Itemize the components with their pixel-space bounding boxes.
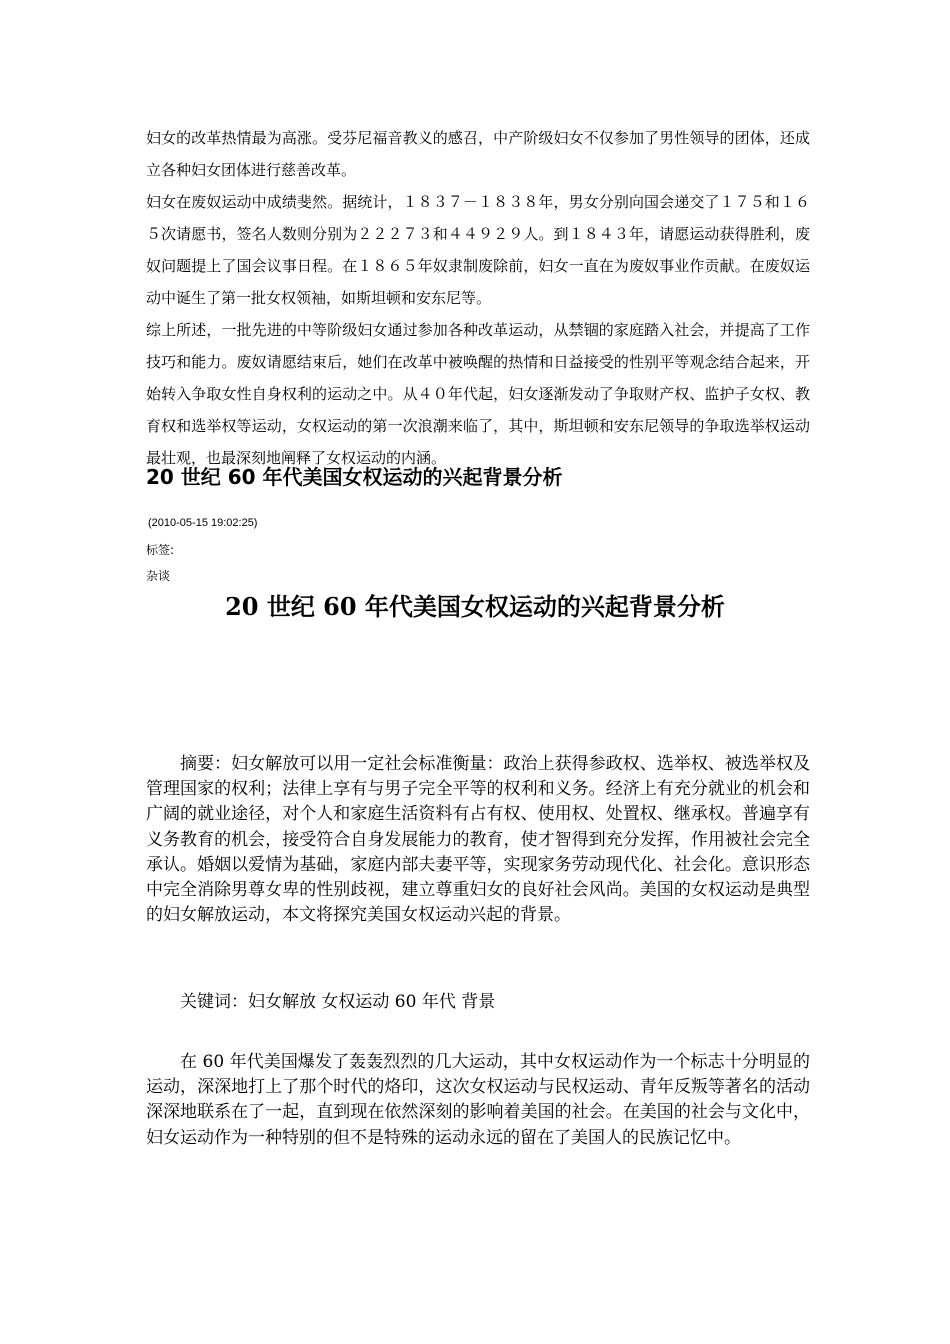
post-date: (2010-05-15 19:02:25) — [148, 517, 258, 529]
paragraph-summary: 综上所述，一批先进的中等阶级妇女通过参加各种改革运动，从禁锢的家庭踏入社会，并提高了工作技巧和能力。废奴请愿结束后，她们在改革中被唤醒的热情和日益接受的性别平等观念结合起来，开始转入争取女性自身权利的运动之中。从４０年代起，妇女逐渐发动了争取财产权、监护子女权、教育权和选举权等运动，女权运动的第一次浪潮来临了，其中，斯坦顿和安东尼领导的争取选举权运动最壮观，也最深刻地阐释了女权运动的内涵。 — [146, 321, 810, 467]
tag-label: 标签: — [146, 543, 175, 557]
document-title: 20 世纪 60 年代美国女权运动的兴起背景分析 — [225, 592, 725, 621]
keywords-line: 关键词：妇女解放 女权运动 60 年代 背景 — [180, 992, 496, 1012]
abstract-paragraph: 摘要：妇女解放可以用一定社会标准衡量：政治上获得参政权、选举权、被选举权及管理国家的权利；法律上享有与男子完全平等的权利和义务。经济上有充分就业的机会和广阔的就业途径，对个人和家庭生活资料有占有权、使用权、处置权、继承权。普遍享有义务教育的机会，接受符合自身发展能力的教育，使才智得到充分发挥，作用被社会完全承认。婚姻以爱情为基础，家庭内部夫妻平等，实现家务劳动现代化、社会化。意识形态中完全消除男尊女卑的性别歧视，建立尊重妇女的良好社会风尚。美国的女权运动是典型的妇女解放运动，本文将探究美国女权运动兴起的背景。 — [146, 754, 810, 926]
intro-paragraph: 在 60 年代美国爆发了轰轰烈烈的几大运动，其中女权运动作为一个标志十分明显的运动，深深地打上了那个时代的烙印，这次女权运动与民权运动、青年反叛等著名的活动深深地联系在了一起，直到现在依然深刻的影响着美国的社会。在美国的社会与文化中，妇女运动作为一种特别的但不是特殊的运动永远的留在了美国人的民族记忆中。 — [146, 1052, 810, 1148]
paragraph-reform-enthusiasm: 妇女的改革热情最为高涨。受芬尼福音教义的感召，中产阶级妇女不仅参加了男性领导的团体，还成立各种妇女团体进行慈善改革。 — [146, 129, 810, 179]
paragraph-abolition-achievements: 妇女在废奴运动中成绩斐然。据统计，１８３７－１８３８年，男女分别向国会递交了１７５和１６５次请愿书，签名人数则分别为２２２７３和４４９２９人。到１８４３年，请愿运动获得胜利，废奴问题提上了国会议事日程。在１８６５年奴隶制废除前，妇女一直在为废奴事业作贡献。在废奴运动中诞生了第一批女权领袖，如斯坦顿和安东尼等。 — [146, 193, 810, 307]
blog-post-title[interactable]: 20 世纪 60 年代美国女权运动的兴起背景分析 — [146, 465, 563, 489]
tag-link[interactable]: 杂谈 — [146, 569, 171, 583]
